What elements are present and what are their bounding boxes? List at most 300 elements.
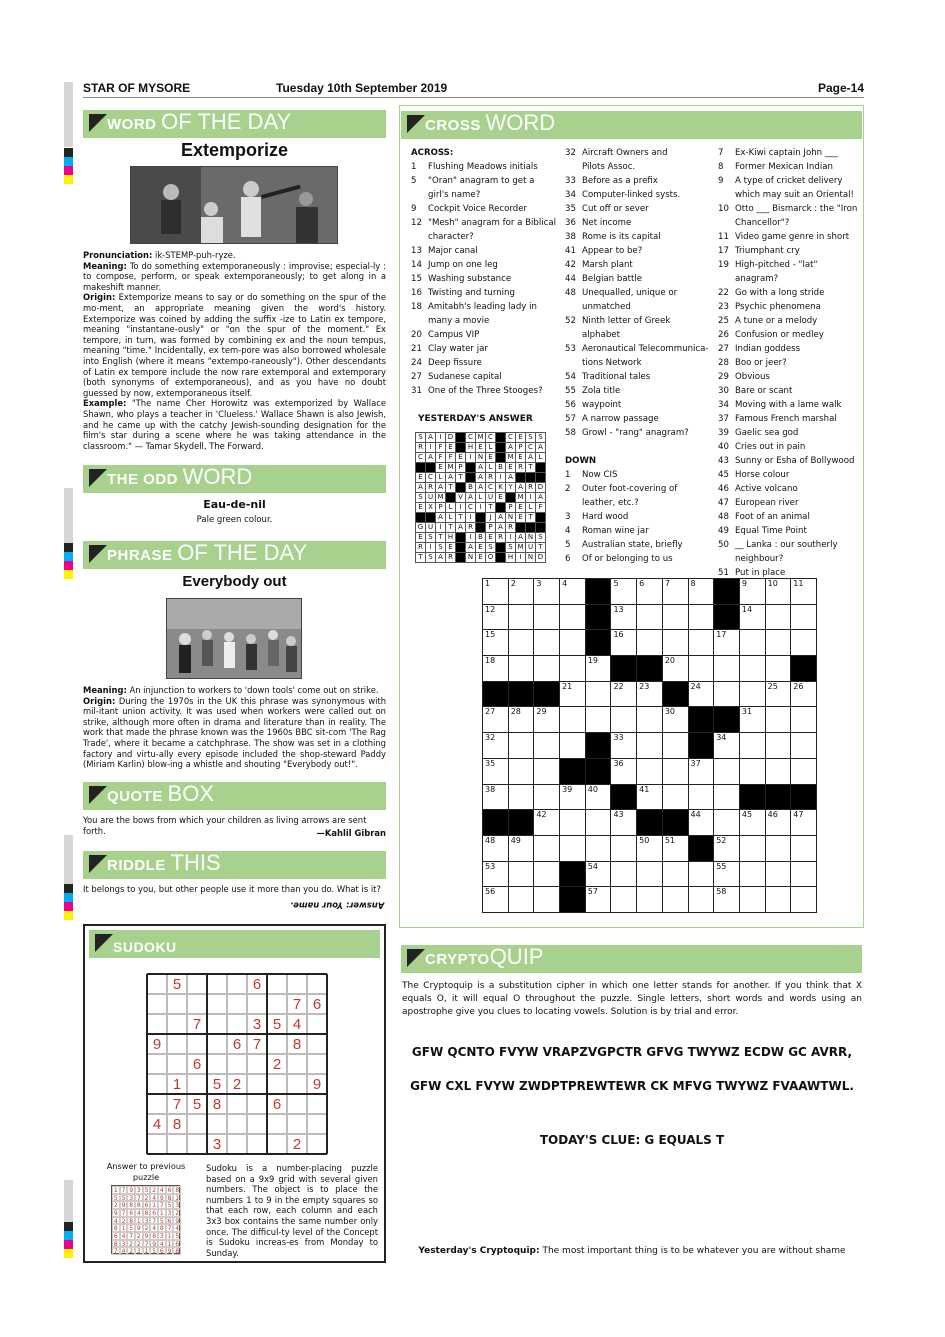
crossword-cell[interactable]	[688, 578, 715, 605]
sudoku-cell[interactable]	[147, 1074, 167, 1094]
crossword-cell[interactable]	[585, 809, 612, 836]
sudoku-cell[interactable]: 2	[227, 1074, 247, 1094]
sudoku-cell[interactable]: 9	[147, 1034, 167, 1054]
crossword-cell[interactable]	[482, 835, 509, 862]
crossword-cell[interactable]	[688, 784, 715, 811]
crossword-cell[interactable]	[739, 758, 766, 785]
crossword-cell[interactable]	[585, 886, 612, 913]
crossword-cell[interactable]	[533, 886, 560, 913]
clue-text: A type of cricket delivery	[735, 176, 843, 186]
sudoku-cell[interactable]	[227, 1054, 247, 1074]
crossword-cell[interactable]	[739, 861, 766, 888]
crossword-cell[interactable]	[482, 758, 509, 785]
crossword-cell[interactable]	[765, 809, 792, 836]
crossword-cell[interactable]	[739, 681, 766, 708]
crossword-cell[interactable]	[739, 706, 766, 733]
crossword-cell[interactable]	[636, 732, 663, 759]
crossword-cell[interactable]	[508, 861, 535, 888]
crossword-cell[interactable]	[713, 835, 740, 862]
sudoku-cell[interactable]: 1	[167, 1074, 187, 1094]
crossword-cell[interactable]	[765, 681, 792, 708]
crossword-cell[interactable]	[508, 706, 535, 733]
answer-cell: 4	[152, 1225, 157, 1233]
crossword-cell[interactable]	[559, 835, 586, 862]
sudoku-cell[interactable]	[207, 974, 227, 994]
sudoku-cell[interactable]	[267, 1134, 287, 1154]
sudoku-cell[interactable]	[247, 994, 267, 1014]
sudoku-cell[interactable]	[247, 1094, 267, 1114]
crossword-cell[interactable]	[482, 655, 509, 682]
sudoku-cell[interactable]	[307, 1014, 327, 1034]
mini-cell: U	[485, 492, 496, 503]
crossword-cell[interactable]	[662, 604, 689, 631]
crossword-cell[interactable]	[610, 732, 637, 759]
sudoku-cell[interactable]	[147, 1094, 167, 1114]
sudoku-cell[interactable]	[227, 1014, 247, 1034]
mini-cell: U	[425, 492, 436, 503]
sudoku-answer-grid	[111, 1185, 180, 1254]
clue-item	[718, 314, 861, 328]
clue-number: 19	[718, 260, 729, 270]
clue-text: Campus VIP	[428, 330, 480, 340]
crossword-cell[interactable]	[610, 835, 637, 862]
sudoku-cell[interactable]	[227, 994, 247, 1014]
crossword-cell[interactable]	[713, 861, 740, 888]
sudoku-cell[interactable]	[307, 1114, 327, 1134]
crossword-cell[interactable]	[636, 578, 663, 605]
sudoku-cell[interactable]	[267, 1114, 287, 1134]
mini-cell: M	[515, 492, 526, 503]
sudoku-cell[interactable]	[227, 1134, 247, 1154]
crossword-cell[interactable]	[765, 861, 792, 888]
mini-cell: N	[465, 552, 476, 563]
crossword-cell[interactable]	[636, 886, 663, 913]
sudoku-cell[interactable]: 6	[267, 1094, 287, 1114]
crossword-cell[interactable]	[559, 706, 586, 733]
clue-item	[565, 174, 715, 188]
crossword-cell[interactable]	[662, 732, 689, 759]
crossword-cell[interactable]	[482, 732, 509, 759]
crossword-cell[interactable]	[533, 758, 560, 785]
clue-number: 53	[565, 344, 576, 354]
crossword-cell[interactable]	[662, 835, 689, 862]
sudoku-cell[interactable]	[267, 1034, 287, 1054]
answer-cell: 7	[159, 1202, 164, 1210]
clue-text: character?	[428, 232, 474, 242]
crossword-cell[interactable]	[765, 835, 792, 862]
sudoku-cell[interactable]	[227, 974, 247, 994]
clue-number: 27	[718, 344, 729, 354]
crossword-cell[interactable]	[610, 706, 637, 733]
clue-text: "Oran" anagram to get a	[428, 176, 535, 186]
sudoku-cell[interactable]	[167, 1014, 187, 1034]
sudoku-cell[interactable]	[187, 1134, 207, 1154]
crossword-cell[interactable]	[790, 758, 817, 785]
crossword-cell[interactable]	[585, 681, 612, 708]
crossword-cell[interactable]	[739, 604, 766, 631]
crossword-cell[interactable]	[585, 706, 612, 733]
sudoku-cell[interactable]: 5	[167, 974, 187, 994]
crossword-cell[interactable]	[739, 629, 766, 656]
crossword-cell[interactable]	[662, 784, 689, 811]
crossword-cell[interactable]	[508, 758, 535, 785]
crossword-cell[interactable]	[559, 809, 586, 836]
clue-text: Otto ___ Bismarck : the "Iron	[735, 204, 858, 214]
crossword-cell[interactable]	[739, 578, 766, 605]
sudoku-cell[interactable]	[207, 1114, 227, 1134]
sudoku-cell[interactable]	[267, 974, 287, 994]
crossword-cell[interactable]	[688, 655, 715, 682]
cell-number: 29	[536, 707, 547, 717]
crossword-cell[interactable]	[533, 578, 560, 605]
crossword-cell[interactable]	[688, 809, 715, 836]
clue-text: Clay water jar	[428, 344, 488, 354]
mini-cell: H	[505, 552, 516, 563]
sudoku-cell[interactable]	[167, 1054, 187, 1074]
sudoku-cell[interactable]	[307, 1134, 327, 1154]
clue-number: 50	[718, 540, 729, 550]
crossword-cell[interactable]	[533, 835, 560, 862]
sudoku-cell[interactable]: 8	[207, 1094, 227, 1114]
crossword-cell[interactable]	[713, 758, 740, 785]
crossword-cell[interactable]	[508, 629, 535, 656]
answer-cell: 2	[144, 1225, 149, 1233]
crossword-cell[interactable]	[610, 578, 637, 605]
sudoku-cell[interactable]	[207, 1034, 227, 1054]
crossword-cell[interactable]	[482, 784, 509, 811]
crossword-cell[interactable]	[559, 604, 586, 631]
sudoku-cell[interactable]	[167, 1034, 187, 1054]
crossword-cell[interactable]	[688, 886, 715, 913]
crossword-cell[interactable]	[765, 706, 792, 733]
answer-cell: 9	[121, 1202, 126, 1210]
sudoku-cell[interactable]: 9	[307, 1074, 327, 1094]
sudoku-cell[interactable]: 2	[287, 1134, 307, 1154]
cell-number: 46	[767, 810, 778, 820]
sudoku-cell[interactable]	[167, 994, 187, 1014]
sudoku-cell[interactable]	[227, 1094, 247, 1114]
crossword-cell[interactable]	[508, 886, 535, 913]
sudoku-cell[interactable]	[247, 1054, 267, 1074]
crossword-cell[interactable]	[739, 886, 766, 913]
crossword-cell[interactable]	[559, 629, 586, 656]
crossword-cell[interactable]	[610, 886, 637, 913]
crossword-cell[interactable]	[688, 604, 715, 631]
crossword-cell[interactable]	[765, 604, 792, 631]
sudoku-cell[interactable]	[307, 1034, 327, 1054]
phrase-header: PHRASE OF THE DAY	[83, 541, 386, 569]
sudoku-cell[interactable]	[287, 974, 307, 994]
clue-number: 28	[718, 358, 729, 368]
sudoku-cell[interactable]	[207, 994, 227, 1014]
sudoku-cell[interactable]: 6	[307, 994, 327, 1014]
cell-number: 51	[664, 835, 676, 845]
crossword-cell[interactable]	[508, 578, 535, 605]
crossword-cell[interactable]	[559, 732, 586, 759]
sudoku-cell[interactable]	[307, 974, 327, 994]
answer-cell: 4	[159, 1187, 164, 1194]
clue-text: One of the Three Stooges?	[428, 386, 543, 396]
crossword-cell[interactable]	[636, 706, 663, 733]
sudoku-cell[interactable]	[267, 1074, 287, 1094]
crossword-cell[interactable]	[765, 886, 792, 913]
sudoku-cell[interactable]: 5	[267, 1014, 287, 1034]
sudoku-cell[interactable]	[287, 1094, 307, 1114]
clue-text: Put in place	[735, 568, 786, 578]
clue-text: Net income	[582, 218, 632, 228]
crossword-cell[interactable]	[790, 835, 817, 862]
clue-text: Psychic phenomena	[735, 302, 821, 312]
crossword-cell[interactable]	[533, 784, 560, 811]
sudoku-cell[interactable]	[307, 1094, 327, 1114]
sudoku-cell[interactable]: 6	[187, 1054, 207, 1074]
crossword-cell[interactable]	[713, 784, 740, 811]
crossword-cell[interactable]	[559, 681, 586, 708]
crossword-cell[interactable]	[765, 732, 792, 759]
sudoku-cell[interactable]	[247, 1114, 267, 1134]
sudoku-cell[interactable]	[227, 1114, 247, 1134]
mini-cell: D	[445, 432, 456, 443]
sudoku-cell[interactable]	[147, 1054, 167, 1074]
crossword-cell[interactable]	[662, 886, 689, 913]
answer-cell: 8	[129, 1202, 134, 1210]
crossword-cell[interactable]	[636, 835, 663, 862]
crossword-cell[interactable]	[713, 732, 740, 759]
crossword-cell[interactable]	[688, 681, 715, 708]
clue-number: 49	[718, 526, 729, 536]
crossword-cell[interactable]	[585, 835, 612, 862]
sudoku-cell[interactable]	[207, 1014, 227, 1034]
sudoku-cell[interactable]: 3	[207, 1134, 227, 1154]
clue-text: High-pitched - "lat" anagram?	[735, 260, 818, 284]
registration-marks	[64, 1222, 73, 1258]
sudoku-cell[interactable]	[207, 1054, 227, 1074]
sudoku-cell[interactable]	[187, 994, 207, 1014]
crossword-cell[interactable]	[662, 578, 689, 605]
clue-text: __ Lanka : our southerly	[735, 540, 838, 550]
clue-text: Outer foot-covering of	[582, 484, 678, 494]
mini-cell: E	[475, 442, 486, 453]
crossword-cell[interactable]	[713, 655, 740, 682]
sudoku-cell[interactable]	[307, 1054, 327, 1074]
mini-cell: P	[515, 442, 526, 453]
crossword-cell[interactable]	[533, 861, 560, 888]
crossword-cell[interactable]	[585, 861, 612, 888]
clue-text: Gaelic sea god	[735, 428, 799, 438]
clue-text: which may suit an Oriental!	[735, 190, 854, 200]
crossword-cell[interactable]	[610, 758, 637, 785]
crossword-cell[interactable]	[482, 861, 509, 888]
crossword-cell[interactable]	[688, 758, 715, 785]
crossword-cell[interactable]	[790, 886, 817, 913]
crossword-cell[interactable]	[610, 604, 637, 631]
crossword-cell[interactable]	[790, 578, 817, 605]
sudoku-cell[interactable]: 7	[247, 1034, 267, 1054]
crossword-cell[interactable]	[662, 861, 689, 888]
crossword-cell[interactable]	[610, 629, 637, 656]
crossword-cell[interactable]	[662, 706, 689, 733]
cell-number: 6	[639, 579, 645, 588]
crossword-cell[interactable]	[559, 578, 586, 605]
crossword-cell[interactable]	[688, 861, 715, 888]
sudoku-cell[interactable]: 5	[207, 1074, 227, 1094]
clue-number: 5	[411, 176, 417, 186]
clue-item	[718, 300, 861, 314]
clue-number: 5	[565, 540, 571, 550]
crossword-cell[interactable]	[739, 655, 766, 682]
sudoku-cell[interactable]: 6	[227, 1034, 247, 1054]
crossword-cell[interactable]	[508, 732, 535, 759]
clue-item	[565, 356, 715, 370]
crossword-cell[interactable]	[585, 784, 612, 811]
clue-number: 17	[718, 246, 729, 256]
mini-cell: E	[515, 502, 526, 513]
crossword-cell[interactable]	[662, 655, 689, 682]
crossword-cell[interactable]	[662, 629, 689, 656]
crossword-cell[interactable]	[482, 578, 509, 605]
crossword-block	[559, 758, 586, 785]
sudoku-cell[interactable]: 3	[247, 1014, 267, 1034]
sudoku-cell[interactable]: 4	[287, 1014, 307, 1034]
sudoku-cell[interactable]	[247, 1134, 267, 1154]
crossword-cell[interactable]	[533, 706, 560, 733]
clue-item	[718, 202, 861, 216]
sudoku-cell[interactable]	[147, 1134, 167, 1154]
crossword-cell[interactable]	[790, 706, 817, 733]
crossword-cell[interactable]	[765, 578, 792, 605]
sudoku-cell[interactable]	[287, 1074, 307, 1094]
crossword-cell[interactable]	[585, 655, 612, 682]
sudoku-cell[interactable]	[187, 1034, 207, 1054]
sudoku-cell[interactable]: 7	[287, 994, 307, 1014]
sudoku-cell[interactable]: 4	[147, 1114, 167, 1134]
sudoku-cell[interactable]: 5	[187, 1094, 207, 1114]
clue-number: 15	[411, 274, 422, 284]
crossword-cell[interactable]	[533, 732, 560, 759]
clue-item	[565, 384, 715, 398]
mini-cell: H	[465, 442, 476, 453]
sudoku-cell[interactable]	[147, 974, 167, 994]
sudoku-cell[interactable]	[267, 994, 287, 1014]
crossword-cell[interactable]	[508, 655, 535, 682]
crossword-cell[interactable]	[533, 809, 560, 836]
sudoku-cell[interactable]	[187, 1114, 207, 1134]
crossword-cell[interactable]	[739, 732, 766, 759]
answer-cell: 6	[175, 1240, 180, 1248]
sudoku-cell[interactable]: 2	[267, 1054, 287, 1074]
mini-cell: A	[535, 492, 546, 503]
crossword-cell[interactable]	[688, 629, 715, 656]
sudoku-cell[interactable]	[187, 1074, 207, 1094]
crossword-cell[interactable]	[610, 861, 637, 888]
sudoku-cell[interactable]: 6	[247, 974, 267, 994]
crossword-cell[interactable]	[533, 604, 560, 631]
clue-item	[565, 524, 715, 538]
quote-header: QUOTE BOX	[83, 782, 386, 810]
crossword-cell[interactable]	[790, 732, 817, 759]
crossword-cell[interactable]	[713, 809, 740, 836]
crossword-cell[interactable]	[739, 835, 766, 862]
sudoku-cell[interactable]: 8	[167, 1114, 187, 1134]
mini-cell: M	[515, 542, 526, 553]
clue-text: Marsh plant	[582, 260, 633, 270]
crossword-cell[interactable]	[790, 681, 817, 708]
crossword-cell[interactable]	[636, 861, 663, 888]
cell-number: 27	[485, 707, 496, 717]
crossword-cell[interactable]	[713, 629, 740, 656]
crossword-cell[interactable]	[636, 681, 663, 708]
sudoku-cell[interactable]	[287, 1114, 307, 1134]
clue-text: Go with a long stride	[735, 288, 825, 298]
crossword-cell[interactable]	[559, 784, 586, 811]
cell-number: 2	[510, 579, 516, 588]
crossword-cell[interactable]	[636, 604, 663, 631]
crossword-block	[585, 578, 612, 605]
sudoku-cell[interactable]	[247, 1074, 267, 1094]
crossword-cell[interactable]	[765, 655, 792, 682]
crossword-cell[interactable]	[508, 604, 535, 631]
crossword-cell[interactable]	[482, 886, 509, 913]
clue-item	[565, 482, 715, 496]
crossword-cell[interactable]	[482, 604, 509, 631]
crossword-cell[interactable]	[610, 809, 637, 836]
crossword-cell[interactable]	[790, 861, 817, 888]
crossword-cell[interactable]	[790, 629, 817, 656]
sudoku-cell[interactable]	[187, 974, 207, 994]
sudoku-cell[interactable]	[167, 1134, 187, 1154]
crossword-cell[interactable]	[790, 604, 817, 631]
sudoku-cell[interactable]: 8	[287, 1034, 307, 1054]
cell-number: 26	[793, 681, 804, 691]
mini-cell: C	[465, 432, 476, 443]
clue-item	[565, 230, 715, 244]
crossword-cell[interactable]	[739, 809, 766, 836]
crossword-cell[interactable]	[765, 629, 792, 656]
margin-bar	[64, 488, 73, 543]
crossword-cell[interactable]	[482, 629, 509, 656]
crossword-cell[interactable]	[610, 681, 637, 708]
answer-cell: 3	[144, 1217, 149, 1225]
clue-item	[718, 230, 861, 244]
sudoku-cell[interactable]: 7	[167, 1094, 187, 1114]
crossword-cell[interactable]	[508, 784, 535, 811]
crossword-cell[interactable]	[636, 758, 663, 785]
crossword-cell[interactable]	[765, 758, 792, 785]
crossword-cell[interactable]	[662, 758, 689, 785]
clue-number: 30	[718, 386, 729, 396]
clue-number: 20	[411, 330, 422, 340]
sudoku-cell[interactable]	[287, 1054, 307, 1074]
crossword-cell[interactable]	[533, 655, 560, 682]
crossword-cell[interactable]	[533, 629, 560, 656]
crossword-cell[interactable]	[636, 784, 663, 811]
cell-number: 50	[639, 835, 650, 845]
crossword-cell[interactable]	[790, 809, 817, 836]
crossword-cell[interactable]	[713, 886, 740, 913]
crossword-cell[interactable]	[559, 655, 586, 682]
crossword-cell[interactable]	[508, 835, 535, 862]
cell-number: 11	[793, 579, 804, 588]
sudoku-cell[interactable]: 7	[187, 1014, 207, 1034]
crossword-cell[interactable]	[636, 629, 663, 656]
answer-cell: 3	[136, 1187, 141, 1194]
clue-item	[411, 342, 561, 356]
sudoku-cell[interactable]	[147, 994, 167, 1014]
crossword-cell[interactable]	[713, 681, 740, 708]
crossword-cell[interactable]	[482, 706, 509, 733]
sudoku-cell[interactable]	[147, 1014, 167, 1034]
clue-text: European river	[735, 498, 799, 508]
